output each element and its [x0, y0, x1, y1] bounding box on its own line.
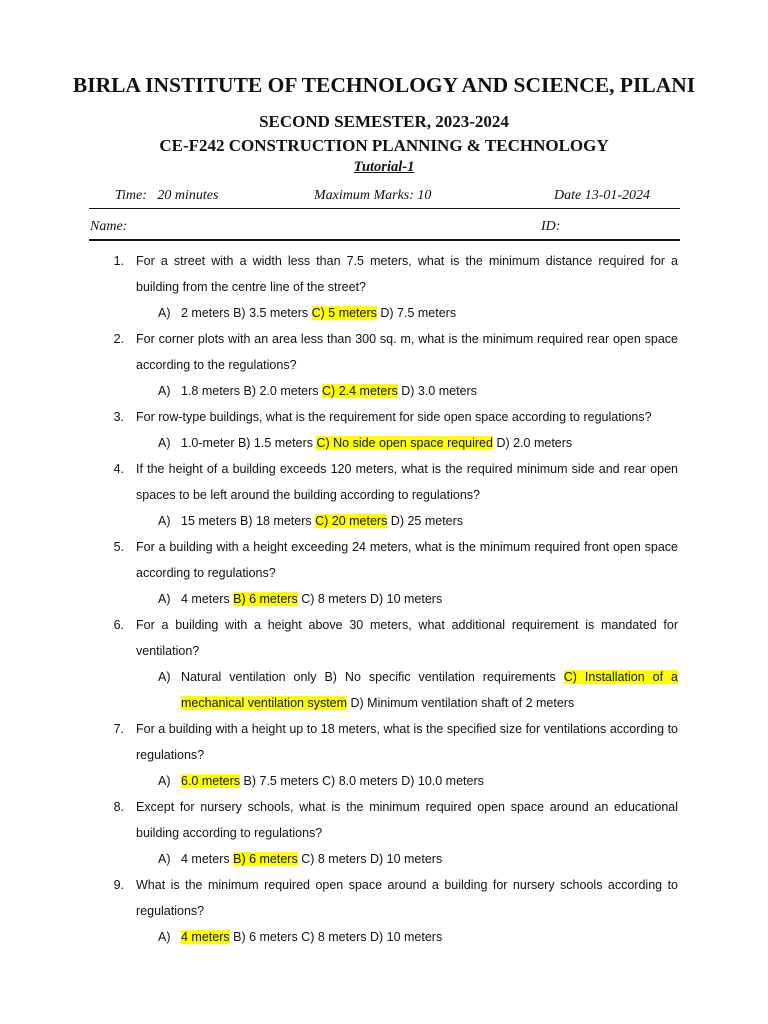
question-text: For a building with a height up to 18 meters, what is the specified size for ventilations according to regulations? — [136, 722, 678, 762]
options-text — [181, 664, 678, 716]
highlighted-answer: 6.0 meters — [181, 774, 241, 788]
question-number: 4. — [113, 462, 124, 476]
highlighted-answer: B) 6 meters — [233, 592, 298, 606]
semester-heading: SECOND SEMESTER, 2023-2024 — [259, 112, 509, 131]
options-after-answer: B) 6 meters C) 8 meters D) 10 meters — [229, 930, 443, 944]
question-item — [0, 612, 768, 664]
question-options — [0, 846, 768, 872]
tutorial-heading: Tutorial-1 — [353, 159, 415, 175]
options-before-answer: 15 meters B) 18 meters — [181, 514, 316, 528]
question-item — [0, 456, 768, 508]
options-before-answer: 1.0-meter B) 1.5 meters — [181, 436, 317, 450]
option-letter: A) — [158, 436, 171, 450]
institute-title: BIRLA INSTITUTE OF TECHNOLOGY AND SCIENCE, PILANI — [72, 73, 696, 97]
option-letter: A) — [158, 930, 171, 944]
question-text: For a street with a width less than 7.5 meters, what is the minimum distance required for a building from the centre line of the street? — [136, 254, 678, 294]
question-text: If the height of a building exceeds 120 meters, what is the required minimum side and rear open spaces to be left around the building according to regulations? — [136, 462, 678, 502]
question-options — [0, 586, 768, 612]
question-options — [0, 430, 768, 456]
question-list — [0, 248, 768, 950]
time-info: Time: 20 minutes — [115, 188, 219, 203]
option-letter: A) — [158, 592, 171, 606]
options-text — [181, 508, 678, 534]
question-item — [0, 716, 768, 768]
name-label: Name: — [90, 219, 128, 234]
option-letter: A) — [158, 774, 171, 788]
options-after-answer: C) 8 meters D) 10 meters — [297, 592, 443, 606]
id-label: ID: — [541, 219, 561, 234]
question-number: 9. — [113, 878, 124, 892]
option-letter: A) — [158, 670, 171, 684]
question-number: 3. — [113, 410, 124, 424]
options-after-answer: D) Minimum ventilation shaft of 2 meters — [347, 696, 575, 710]
question-text: For corner plots with an area less than 300 sq. m, what is the minimum required rear open space according to the regulations? — [136, 332, 678, 372]
question-number: 1. — [113, 254, 124, 268]
question-text: For row-type buildings, what is the requirement for side open space according to regulations? — [136, 410, 652, 424]
options-before-answer: 4 meters — [181, 592, 234, 606]
course-heading: CE-F242 CONSTRUCTION PLANNING & TECHNOLOGY — [159, 136, 609, 155]
question-number: 2. — [113, 332, 124, 346]
options-text — [181, 924, 678, 950]
options-after-answer: C) 8 meters D) 10 meters — [297, 852, 443, 866]
question-item — [0, 248, 768, 300]
question-options — [0, 768, 768, 794]
option-letter: A) — [158, 852, 171, 866]
options-before-answer: 4 meters — [181, 852, 234, 866]
question-number: 7. — [113, 722, 124, 736]
options-text — [181, 378, 678, 404]
question-text: For a building with a height above 30 meters, what additional requirement is mandated for ventilation? — [136, 618, 678, 658]
option-letter: A) — [158, 306, 171, 320]
question-text: What is the minimum required open space around a building for nursery schools according to regulations? — [136, 878, 678, 918]
options-text — [181, 846, 678, 872]
options-before-answer: 1.8 meters B) 2.0 meters — [181, 384, 323, 398]
question-options — [0, 664, 768, 716]
options-text — [181, 430, 678, 456]
question-item — [0, 534, 768, 586]
options-after-answer: D) 3.0 meters — [397, 384, 477, 398]
option-letter: A) — [158, 514, 171, 528]
header-divider-bottom — [89, 239, 680, 241]
header-divider-top — [89, 208, 680, 209]
question-options — [0, 300, 768, 326]
question-number: 6. — [113, 618, 124, 632]
options-after-answer: D) 7.5 meters — [376, 306, 457, 320]
question-options — [0, 924, 768, 950]
question-number: 5. — [113, 540, 124, 554]
highlighted-answer: C) 5 meters — [311, 306, 377, 320]
question-text: Except for nursery schools, what is the minimum required open space around an educational building according to regulations? — [136, 800, 678, 840]
option-letter: A) — [158, 384, 171, 398]
options-before-answer: 2 meters B) 3.5 meters — [181, 306, 312, 320]
question-text: For a building with a height exceeding 24 meters, what is the minimum required front open space according to regulations? — [136, 540, 678, 580]
max-marks-info: Maximum Marks: 10 — [314, 188, 432, 203]
question-item — [0, 794, 768, 846]
highlighted-answer: C) Installation of a mechanical ventilation system — [181, 670, 678, 710]
highlighted-answer: C) 20 meters — [315, 514, 388, 528]
date-info: Date 13-01-2024 — [554, 188, 651, 203]
options-after-answer: B) 7.5 meters C) 8.0 meters D) 10.0 meters — [240, 774, 484, 788]
question-options — [0, 378, 768, 404]
options-text — [181, 768, 678, 794]
highlighted-answer: B) 6 meters — [233, 852, 298, 866]
question-item — [0, 872, 768, 924]
options-text — [181, 586, 678, 612]
options-before-answer: Natural ventilation only B) No specific ventilation requirements — [181, 670, 564, 684]
options-after-answer: D) 2.0 meters — [492, 436, 573, 450]
highlighted-answer: C) 2.4 meters — [322, 384, 398, 398]
highlighted-answer: 4 meters — [181, 930, 230, 944]
question-item — [0, 404, 768, 430]
question-number: 8. — [113, 800, 124, 814]
options-text — [181, 300, 678, 326]
options-after-answer: D) 25 meters — [387, 514, 464, 528]
question-options — [0, 508, 768, 534]
highlighted-answer: C) No side open space required — [316, 436, 493, 450]
question-item — [0, 326, 768, 378]
